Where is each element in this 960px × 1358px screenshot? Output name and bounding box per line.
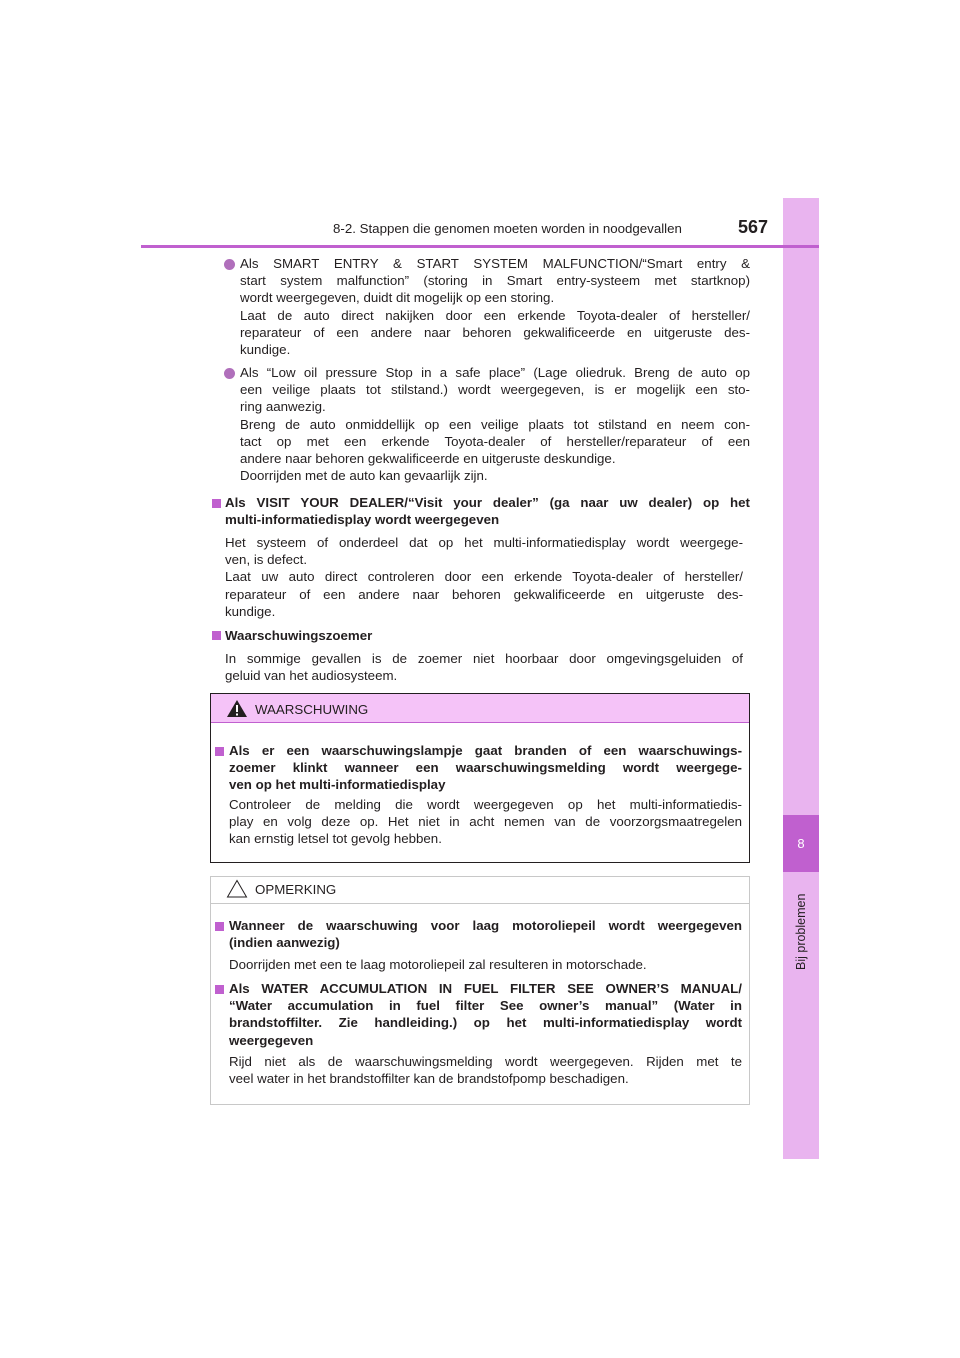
bullet-dot-icon xyxy=(224,259,235,270)
text-line: Als er een waarschuwingslampje gaat branden of een waarschuwings- xyxy=(229,743,742,758)
text-line: ven op het multi-informatiedisplay xyxy=(229,777,446,793)
section-square-icon xyxy=(212,499,221,508)
text-line: Controleer de melding die wordt weergegeven op het multi-informatiedis- xyxy=(229,797,742,812)
page-number: 567 xyxy=(738,217,769,237)
text-line: (indien aanwezig) xyxy=(229,935,340,951)
text-line: Als “Low oil pressure Stop in a safe place” (Lage oliedruk. Breng de auto op xyxy=(240,365,750,380)
text-line: reparateur of een andere naar behoren gekwalificeerde en uitgeruste des- xyxy=(225,586,743,602)
chapter-number: 8 xyxy=(797,836,805,851)
text-line: kundige. xyxy=(225,603,276,619)
section-square-icon xyxy=(215,985,224,994)
text-line: start system malfunction” (storing in Smart entry-systeem met startknop) xyxy=(240,273,750,289)
text-line: In sommige gevallen is de zoemer niet hoorbaar door omgevingsgeluiden of xyxy=(225,651,743,666)
text-line: zoemer klinkt wanneer een waarschuwingsmelding wordt weergege- xyxy=(229,760,742,776)
bullet-dot-icon xyxy=(224,368,235,379)
text-line: ring aanwezig. xyxy=(240,399,326,415)
text-line: play en volg deze op. Het niet in acht nemen van de voorzorgsmaatregelen xyxy=(229,814,742,830)
notice-body xyxy=(229,1053,742,1087)
text-line: Breng de auto onmiddellijk op een veilige plaats tot stilstand en neem con- xyxy=(240,416,750,432)
text-line: reparateur of een andere naar behoren gekwalificeerde en uitgeruste des- xyxy=(240,324,750,340)
notice-label: OPMERKING xyxy=(255,882,337,897)
text-line: Als WATER ACCUMULATION IN FUEL FILTER SEE OWNER’S MANUAL/ xyxy=(229,981,742,996)
section-square-icon xyxy=(212,631,221,640)
text-line: Waarschuwingszoemer xyxy=(225,628,373,643)
header-rule xyxy=(141,245,819,248)
section-body xyxy=(225,534,743,620)
section-square-icon xyxy=(215,922,224,931)
text-line: geluid van het audiosysteem. xyxy=(225,668,398,684)
text-line: Het systeem of onderdeel dat op het multi-informatiedisplay wordt weergege- xyxy=(225,535,743,550)
text-line: Rijd niet als de waarschuwingsmelding wordt weergegeven. Rijden met te xyxy=(229,1054,742,1069)
section-heading xyxy=(225,494,750,528)
text-line: multi-informatiedisplay wordt weergegeven xyxy=(225,512,500,528)
section-title: 8-2. Stappen die genomen moeten worden in noodgevallen xyxy=(333,221,682,236)
text-line: Laat uw auto direct controleren door een erkende Toyota-dealer of hersteller/ xyxy=(225,569,743,585)
chapter-side-tab xyxy=(783,198,819,1159)
warning-triangle-icon xyxy=(226,699,248,718)
text-line: andere naar behoren gekwalificeerde en uitgeruste deskundige. xyxy=(240,451,616,467)
text-line: “Water accumulation in fuel filter See owner’s manual” (Water in xyxy=(229,998,742,1014)
text-line: Doorrijden met een te laag motoroliepeil zal resulteren in motorschade. xyxy=(229,957,647,972)
text-line: Laat de auto direct nakijken door een erkende Toyota-dealer of hersteller/ xyxy=(240,307,750,323)
notice-triangle-icon xyxy=(226,879,248,898)
notice-heading xyxy=(229,917,742,951)
text-line: Wanneer de waarschuwing voor laag motoroliepeil wordt weergegeven xyxy=(229,918,742,933)
text-line: kan ernstig letsel tot gevolg hebben. xyxy=(229,831,442,847)
warning-heading xyxy=(229,742,742,794)
notice-divider xyxy=(211,903,749,904)
section-body xyxy=(225,650,743,684)
text-line: Als VISIT YOUR DEALER/“Visit your dealer” (ga naar uw dealer) op het xyxy=(225,495,750,510)
text-line: veel water in het brandstoffilter kan de brandstofpomp beschadigen. xyxy=(229,1071,629,1087)
bullet-item xyxy=(240,255,750,358)
section-heading xyxy=(225,627,750,644)
chapter-label-container xyxy=(788,880,814,1000)
chapter-number-tab xyxy=(783,815,819,872)
notice-heading xyxy=(229,980,742,1049)
text-line: ven, is defect. xyxy=(225,552,308,568)
chapter-label: Bij problemen xyxy=(794,893,808,970)
text-line: wordt weergegeven, duidt dit mogelijk op een storing. xyxy=(240,290,555,306)
text-line: Doorrijden met de auto kan gevaarlijk zijn. xyxy=(240,468,488,484)
text-line: kundige. xyxy=(240,342,291,358)
text-line: een veilige plaats tot stilstand.) wordt weergegeven, is er mogelijk een sto- xyxy=(240,382,750,398)
bullet-item xyxy=(240,364,750,484)
text-line: tact op met een erkende Toyota-dealer of hersteller/reparateur of een xyxy=(240,433,750,449)
warning-body xyxy=(229,796,742,848)
warning-label: WAARSCHUWING xyxy=(255,702,369,717)
text-line: Als SMART ENTRY & START SYSTEM MALFUNCTION/“Smart entry & xyxy=(240,256,750,271)
section-square-icon xyxy=(215,747,224,756)
text-line: brandstoffilter. Zie handleiding.) op het multi-informatiedisplay wordt xyxy=(229,1015,742,1031)
notice-body xyxy=(229,956,742,973)
text-line: weergegeven xyxy=(229,1032,314,1048)
